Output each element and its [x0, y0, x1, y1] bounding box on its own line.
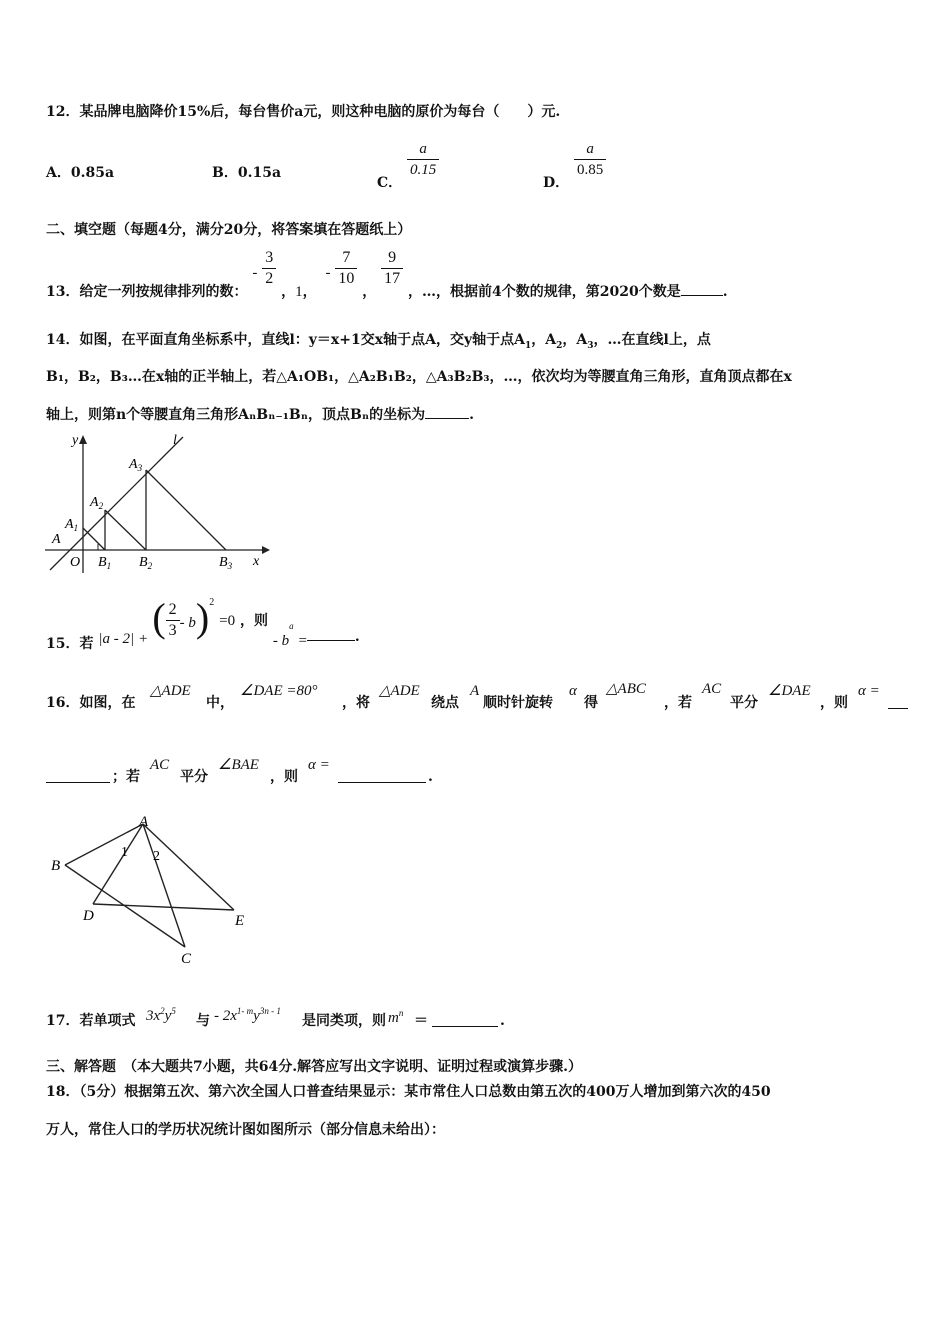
sign: - — [325, 264, 331, 281]
q16-text: 顺时针旋转 — [483, 695, 553, 711]
fraction-num: a — [419, 141, 427, 157]
subscript: 1 — [524, 340, 532, 351]
separator: ， — [281, 283, 296, 300]
term2-y: y — [253, 1008, 260, 1024]
fraction-den: 2 — [262, 268, 276, 289]
x-axis-arrow — [262, 546, 270, 554]
q15-prefix: 15．若 — [46, 635, 94, 652]
q14-line1 — [46, 331, 711, 355]
answer-blank — [888, 694, 908, 709]
fraction-num: 7 — [342, 249, 351, 266]
q16-text: 16．如图，在 — [46, 695, 136, 711]
label-o: O — [70, 555, 81, 570]
q16-end: . — [428, 769, 433, 785]
label-a1 — [64, 517, 78, 533]
q16-text: ；若 — [112, 769, 140, 785]
triangle-ade: △ADE — [150, 683, 191, 699]
term1-y: y — [164, 1008, 172, 1024]
segment-ad — [93, 824, 143, 904]
label-b1-main: B — [98, 555, 107, 570]
abs-term: |a - 2| — [98, 630, 135, 647]
label-a3 — [128, 457, 143, 473]
option-text: 0.15a — [237, 165, 282, 181]
fraction-den: 0.85 — [574, 159, 606, 180]
q18-line1: 18．（5分）根据第五次、第六次全国人口普查结果显示：某市常住人口总数由第五次的400万人增加到第六次的450 — [46, 1084, 771, 1100]
segment-ab — [65, 824, 143, 865]
fraction-num: 9 — [388, 249, 397, 266]
label-b1-sub: 1 — [106, 561, 112, 571]
label-a1-sub: 1 — [73, 523, 79, 533]
label-d: D — [83, 908, 94, 924]
label-b2 — [139, 555, 153, 571]
label-b3 — [219, 555, 233, 571]
q16-text: 得 — [584, 695, 598, 711]
q15-mid: ，则 — [239, 612, 268, 629]
option-label: B． — [212, 165, 238, 181]
q16-text: ，则 — [270, 769, 298, 785]
q14-line2: B₁，B₂，B₃…在x轴的正半轴上，若△A₁OB₁，△A₂B₁B₂，△A₃B₂B₃，…，依次均为等腰直角三角形，直角顶点都在x — [46, 369, 792, 385]
q12-option-d — [543, 139, 606, 191]
exponent: 1- m — [236, 1006, 254, 1016]
fraction — [166, 600, 180, 641]
label-a: A — [139, 814, 149, 830]
label-y: y — [72, 433, 79, 448]
fraction-den: 0.15 — [407, 159, 439, 180]
fraction — [262, 248, 276, 289]
q13-suffix: ，…，根据前4个数的规律，第2020个数是 — [407, 283, 681, 300]
term1 — [146, 1002, 176, 1025]
q12-option-a — [46, 162, 114, 182]
q13 — [46, 248, 728, 300]
exponent: 2 — [209, 596, 215, 608]
label-b2-sub: 2 — [147, 561, 153, 571]
answer-blank — [432, 1012, 498, 1027]
term2-coef: - 2x — [214, 1008, 237, 1024]
label-a2-main: A — [90, 495, 99, 510]
point-a: A — [470, 683, 480, 699]
label-b1 — [98, 555, 111, 571]
q17-suffix: 是同类项，则 — [302, 1013, 386, 1029]
m-power-n — [388, 1004, 403, 1027]
fraction — [335, 248, 357, 289]
label-b: B — [51, 858, 61, 874]
q16-line2 — [46, 756, 546, 796]
answer-blank — [425, 404, 469, 419]
fraction — [574, 139, 606, 180]
q14-text: 14．如图，在平面直角坐标系中，直线l：y＝x+1交x轴于点A，交y轴于点A — [46, 332, 525, 348]
exponent: 3n - 1 — [259, 1006, 281, 1016]
q16-text: 平分 — [730, 695, 758, 711]
q17-end: . — [500, 1013, 505, 1029]
fraction-den: 3 — [166, 620, 180, 641]
label-a3-sub: 3 — [137, 463, 143, 473]
q16-text: ，将 — [342, 695, 370, 711]
fraction — [381, 248, 403, 289]
label-x: x — [253, 554, 260, 569]
option-label: A． — [46, 165, 71, 181]
q16-text: 中， — [206, 695, 234, 711]
label-l: l — [173, 433, 177, 448]
term1-coef: 3x — [146, 1008, 161, 1024]
exponent: 5 — [171, 1006, 176, 1016]
sign: - — [252, 264, 258, 281]
fraction-den: 10 — [335, 268, 357, 289]
triangle-ade: △ADE — [379, 683, 420, 699]
triangle-edge — [105, 510, 146, 550]
term2 — [214, 1002, 281, 1025]
angle-bae: ∠BAE — [218, 757, 259, 773]
option-text: 0.85a — [70, 165, 115, 181]
option-label: D． — [543, 174, 570, 191]
q15-end: . — [354, 628, 360, 645]
triangle-edge — [146, 470, 226, 550]
fraction-num: 2 — [168, 601, 177, 618]
option-label: C． — [377, 174, 403, 191]
triangle-edge — [83, 528, 105, 550]
y-axis-arrow — [79, 435, 87, 444]
label-b3-main: B — [219, 555, 228, 570]
q16-text: ，则 — [820, 695, 848, 711]
q16-text: 绕点 — [431, 695, 459, 711]
q18-line2: 万人，常住人口的学历状况统计图如图所示（部分信息未给出）： — [46, 1122, 445, 1138]
answer-blank — [307, 626, 355, 641]
fraction-den: 17 — [381, 268, 403, 289]
triangle-abc: △ABC — [606, 681, 646, 697]
label-a2 — [89, 495, 104, 511]
q14-coordinate-figure — [40, 430, 280, 575]
label-a1-main: A — [65, 517, 74, 532]
label-a3-main: A — [129, 457, 138, 472]
label-e: E — [235, 913, 245, 929]
angle-dae: ∠DAE — [768, 683, 811, 699]
section-3-heading: 三、解答题 （本大题共7小题，共64分.解答应写出文字说明、证明过程或演算步骤.） — [46, 1059, 582, 1075]
q13-prefix: 13．给定一列按规律排列的数： — [46, 283, 248, 300]
q16-text: ，若 — [664, 695, 692, 711]
equals: = — [298, 632, 307, 649]
segment-de — [93, 904, 234, 910]
number-one: 1 — [295, 283, 303, 300]
ac: AC — [150, 757, 170, 773]
section-2-heading: 二、填空题（每题4分，满分20分，将答案填在答题纸上） — [46, 222, 412, 238]
q14-text: ，A — [531, 332, 557, 348]
exponent: a — [289, 620, 294, 631]
q17-mid: 与 — [196, 1013, 210, 1029]
alpha-equals: α = — [308, 757, 330, 773]
q16-text: 平分 — [180, 769, 208, 785]
answer-blank — [46, 768, 110, 783]
segment-ac — [143, 824, 185, 947]
alpha-equals: α = — [858, 683, 880, 699]
expr: - b — [272, 632, 290, 649]
fraction-num: 3 — [265, 249, 274, 266]
subscript: 2 — [556, 340, 563, 351]
left-paren: ( — [152, 594, 166, 640]
label-b2-main: B — [139, 555, 148, 570]
exponent: n — [398, 1008, 404, 1018]
segment-ae — [143, 824, 234, 910]
q14-end: . — [469, 407, 475, 423]
ac: AC — [702, 681, 722, 697]
equals-zero: =0 — [219, 612, 236, 629]
angle-label-1: 1 — [121, 845, 128, 860]
answer-blank — [338, 768, 426, 783]
separator: ， — [302, 283, 317, 300]
right-paren: ) — [195, 594, 210, 640]
base-m: m — [388, 1010, 399, 1026]
q12-option-b — [212, 162, 281, 182]
fraction-num: a — [586, 141, 594, 157]
q12-option-c — [377, 139, 439, 191]
label-b3-sub: 3 — [227, 561, 233, 571]
q17-prefix: 17．若单项式 — [46, 1013, 136, 1029]
plus-sign: + — [138, 630, 148, 647]
q13-end: . — [722, 283, 728, 300]
q15 — [46, 594, 360, 652]
fraction — [407, 139, 439, 180]
minus-b: - b — [179, 614, 196, 631]
alpha: α — [569, 683, 577, 699]
exponent: 2 — [160, 1006, 165, 1016]
angle-label-2: 2 — [153, 849, 160, 864]
answer-blank — [681, 281, 723, 296]
q14-line3 — [46, 404, 474, 424]
q12-stem: 12．某品牌电脑降价15%后，每台售价a元，则这种电脑的原价为每台（ ）元. — [46, 104, 561, 120]
q14-text: ，A — [562, 332, 588, 348]
separator: ， — [362, 283, 377, 300]
subscript: 3 — [587, 340, 594, 351]
label-a2-sub: 2 — [98, 501, 104, 511]
q14-text: ，…在直线l上，点 — [593, 332, 711, 348]
label-c: C — [181, 951, 192, 967]
q16-rotation-figure — [45, 810, 265, 970]
angle-dae: ∠DAE =80° — [240, 683, 318, 699]
q16-line1 — [46, 682, 916, 722]
q17 — [46, 998, 646, 1038]
q14-text: 轴上，则第n个等腰直角三角形AₙBₙ₋₁Bₙ，顶点Bₙ的坐标为 — [46, 407, 426, 423]
equals: ＝ — [414, 1013, 428, 1029]
label-a: A — [52, 532, 61, 547]
